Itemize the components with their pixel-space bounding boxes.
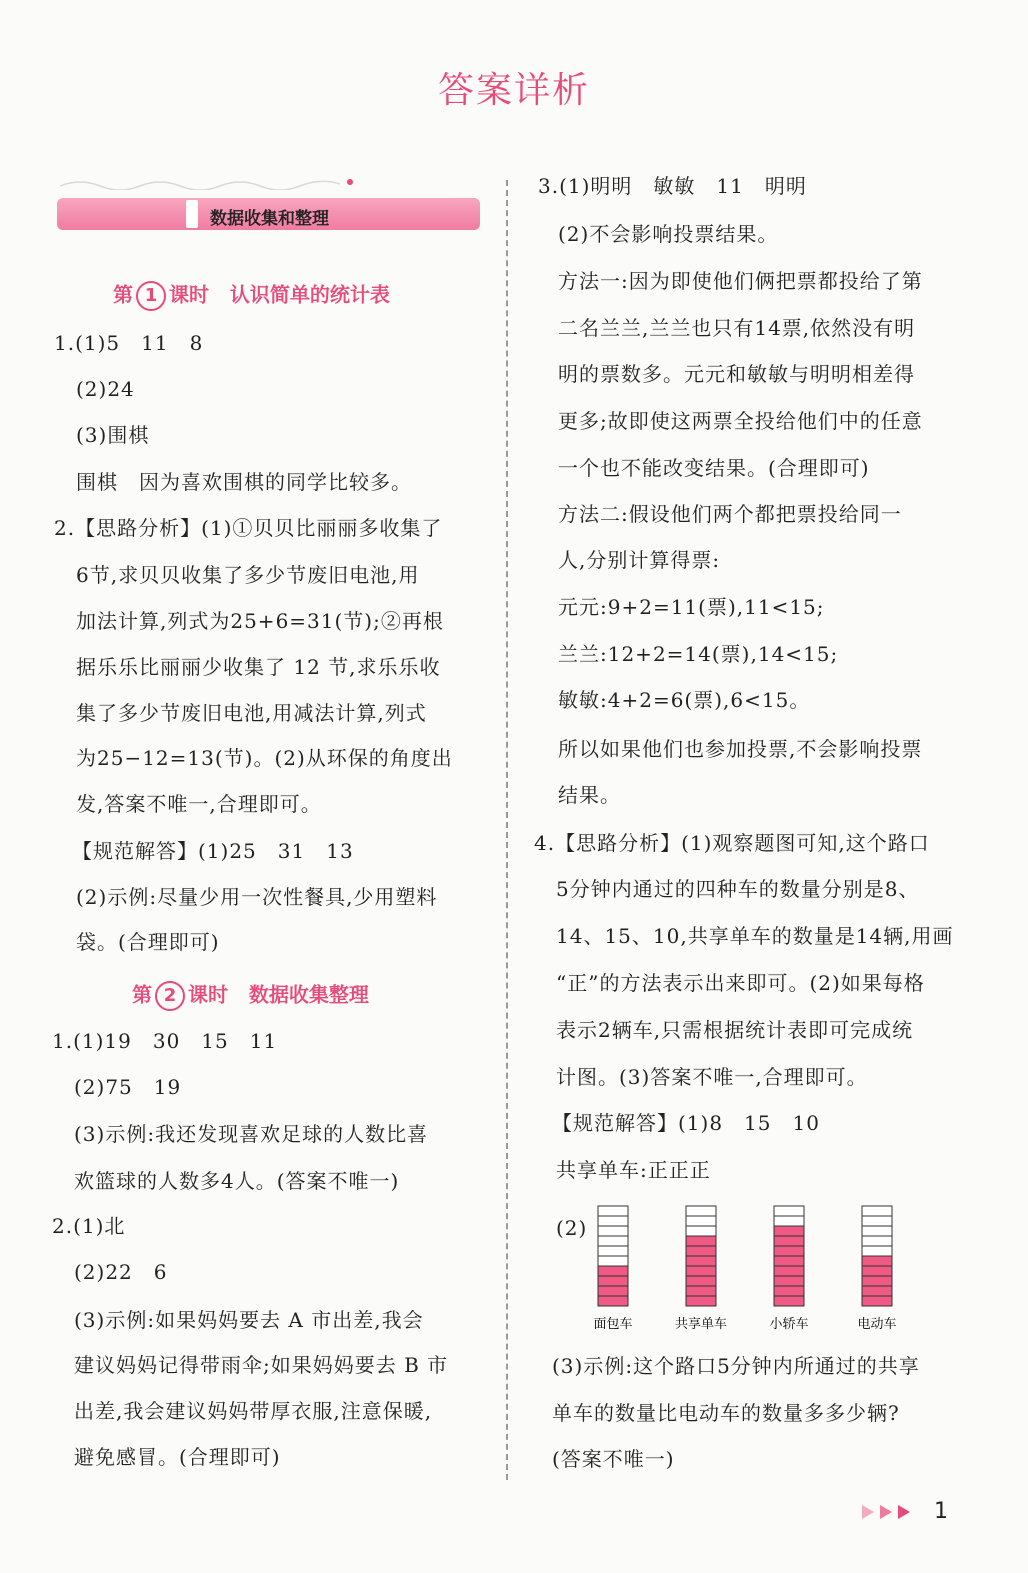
page-number: 1 bbox=[934, 1499, 948, 1524]
answer-line: 【规范解答】(1)8 15 10 bbox=[552, 1111, 820, 1135]
answer-line: (答案不唯一) bbox=[552, 1447, 675, 1471]
answer-line: 敏敏:4+2=6(票),6<15。 bbox=[558, 688, 811, 712]
chart-cell bbox=[862, 1226, 892, 1236]
answer-line: 3.(1)明明 敏敏 11 明明 bbox=[538, 174, 807, 198]
lesson-number-circle: 2 bbox=[155, 981, 185, 1011]
lesson-1-heading bbox=[113, 281, 390, 311]
answer-line: 发,答案不唯一,合理即可。 bbox=[76, 792, 322, 816]
answer-line: 方法二:假设他们两个都把票投给同一 bbox=[558, 502, 902, 526]
chart-cell bbox=[774, 1226, 804, 1236]
answer-line: (3)示例:这个路口5分钟内所通过的共享 bbox=[552, 1354, 920, 1378]
chart-cell bbox=[598, 1246, 628, 1256]
chart-cell bbox=[686, 1226, 716, 1236]
answer-line: 单车的数量比电动车的数量多多少辆? bbox=[552, 1401, 900, 1425]
answer-line: (3)示例:如果妈妈要去 A 市出差,我会 bbox=[74, 1308, 424, 1332]
answer-line: (2)示例:尽量少用一次性餐具,少用塑料 bbox=[76, 885, 438, 909]
answer-line: (2)75 19 bbox=[74, 1075, 182, 1099]
chart-cell bbox=[686, 1246, 716, 1256]
answer-line: 2.【思路分析】(1)①贝贝比丽丽多收集了 bbox=[54, 516, 443, 540]
vehicle-bar-chart bbox=[580, 1200, 920, 1340]
answer-line: 为25−12=13(节)。(2)从环保的角度出 bbox=[76, 746, 453, 770]
chart-cell bbox=[774, 1206, 804, 1216]
chart-bar bbox=[686, 1206, 716, 1306]
answer-line: 兰兰:12+2=14(票),14<15; bbox=[558, 642, 839, 666]
chart-category-label: 面包车 bbox=[593, 1317, 633, 1332]
chart-cell bbox=[686, 1216, 716, 1226]
answer-line: 计图。(3)答案不唯一,合理即可。 bbox=[556, 1065, 868, 1089]
chart-cell bbox=[862, 1236, 892, 1246]
lesson-title: 数据收集整理 bbox=[248, 982, 369, 1007]
chart-cell bbox=[686, 1236, 716, 1246]
chart-cell bbox=[598, 1276, 628, 1286]
chart-marker: (2) bbox=[556, 1216, 588, 1240]
answer-line: 14、15、10,共享单车的数量是14辆,用画 bbox=[556, 924, 954, 948]
chart-cell bbox=[774, 1236, 804, 1246]
chart-cell bbox=[774, 1276, 804, 1286]
answer-line: 共享单车:正正正 bbox=[556, 1158, 711, 1182]
chart-cell bbox=[862, 1276, 892, 1286]
chart-cell bbox=[774, 1286, 804, 1296]
answer-line: 4.【思路分析】(1)观察题图可知,这个路口 bbox=[534, 831, 930, 855]
chart-cell bbox=[686, 1286, 716, 1296]
column-divider bbox=[506, 180, 508, 1480]
answer-line: 1.(1)19 30 15 11 bbox=[52, 1029, 278, 1053]
answer-line: 1.(1)5 11 8 bbox=[54, 331, 204, 355]
chart-cell bbox=[598, 1216, 628, 1226]
answer-line: 欢篮球的人数多4人。(答案不唯一) bbox=[74, 1169, 400, 1193]
chart-cell bbox=[862, 1296, 892, 1306]
lesson-2-heading bbox=[132, 981, 369, 1011]
chart-category-label: 电动车 bbox=[857, 1317, 897, 1332]
answer-line: 所以如果他们也参加投票,不会影响投票 bbox=[558, 737, 923, 761]
chart-bar bbox=[598, 1206, 628, 1306]
chart-cell bbox=[598, 1266, 628, 1276]
answer-line: 方法一:因为即使他们俩把票都投给了第 bbox=[558, 269, 923, 293]
answer-line: (2)24 bbox=[76, 377, 135, 401]
chart-cell bbox=[686, 1256, 716, 1266]
decorative-vine bbox=[60, 176, 360, 190]
answer-line: “正”的方法表示出来即可。(2)如果每格 bbox=[556, 971, 925, 995]
answer-line: 集了多少节废旧电池,用减法计算,列式 bbox=[76, 701, 427, 725]
chart-cell bbox=[774, 1266, 804, 1276]
answer-line: 加法计算,列式为25+6=31(节);②再根 bbox=[76, 609, 444, 633]
chart-cell bbox=[862, 1266, 892, 1276]
lesson-prefix: 第 bbox=[113, 282, 133, 307]
lesson-title: 认识简单的统计表 bbox=[229, 282, 390, 307]
answer-line: 据乐乐比丽丽少收集了 12 节,求乐乐收 bbox=[76, 655, 441, 679]
chart-cell bbox=[774, 1296, 804, 1306]
answer-line: 人,分别计算得票: bbox=[558, 548, 721, 572]
lesson-suffix: 课时 bbox=[169, 282, 209, 307]
answer-line: 更多;故即使这两票全投给他们中的任意 bbox=[558, 409, 923, 433]
chart-cell bbox=[862, 1206, 892, 1216]
chart-cell bbox=[686, 1296, 716, 1306]
answer-line: (2)不会影响投票结果。 bbox=[558, 222, 779, 246]
answer-line: 出差,我会建议妈妈带厚衣服,注意保暖, bbox=[74, 1399, 433, 1423]
chart-bar bbox=[774, 1206, 804, 1306]
chart-cell bbox=[686, 1276, 716, 1286]
lesson-suffix: 课时 bbox=[188, 982, 228, 1007]
answer-line: 二名兰兰,兰兰也只有14票,依然没有明 bbox=[558, 316, 916, 340]
chart-cell bbox=[774, 1246, 804, 1256]
answer-line: 避免感冒。(合理即可) bbox=[74, 1445, 281, 1469]
answer-line: 【规范解答】(1)25 31 13 bbox=[72, 839, 354, 863]
answer-line: 建议妈妈记得带雨伞;如果妈妈要去 B 市 bbox=[74, 1353, 449, 1377]
answer-line: 元元:9+2=11(票),11<15; bbox=[558, 595, 825, 619]
page-arrows bbox=[862, 1502, 918, 1526]
chart-cell bbox=[598, 1256, 628, 1266]
answer-line: 围棋 因为喜欢围棋的同学比较多。 bbox=[76, 470, 412, 494]
lesson-number-circle: 1 bbox=[136, 281, 166, 311]
unit-number-mark bbox=[186, 200, 198, 228]
answer-line: 6节,求贝贝收集了多少节废旧电池,用 bbox=[76, 563, 420, 587]
chart-category-label: 小轿车 bbox=[769, 1317, 809, 1332]
chart-cell bbox=[774, 1256, 804, 1266]
chart-cell bbox=[862, 1216, 892, 1226]
chart-cell bbox=[598, 1236, 628, 1246]
answer-line: 一个也不能改变结果。(合理即可) bbox=[558, 456, 870, 480]
chart-cell bbox=[862, 1246, 892, 1256]
chart-cell bbox=[686, 1206, 716, 1216]
unit-title: 数据收集和整理 bbox=[210, 209, 329, 229]
answer-line: 表示2辆车,只需根据统计表即可完成统 bbox=[556, 1018, 914, 1042]
chart-category-label: 共享单车 bbox=[674, 1317, 728, 1332]
chart-cell bbox=[862, 1286, 892, 1296]
answer-line: (3)示例:我还发现喜欢足球的人数比喜 bbox=[74, 1122, 429, 1146]
chart-cell bbox=[598, 1206, 628, 1216]
answer-line: 5分钟内通过的四种车的数量分别是8、 bbox=[556, 877, 920, 901]
answer-line: 结果。 bbox=[558, 783, 621, 807]
chart-cell bbox=[598, 1296, 628, 1306]
answer-line: 袋。(合理即可) bbox=[76, 930, 220, 954]
chart-cell bbox=[686, 1266, 716, 1276]
page-title: 答案详析 bbox=[437, 70, 590, 111]
chart-bar bbox=[862, 1206, 892, 1306]
chart-cell bbox=[774, 1216, 804, 1226]
chart-cell bbox=[598, 1286, 628, 1296]
answer-line: 明的票数多。元元和敏敏与明明相差得 bbox=[558, 362, 915, 386]
chart-cell bbox=[598, 1226, 628, 1236]
answer-line: 2.(1)北 bbox=[52, 1214, 126, 1238]
answer-line: (2)22 6 bbox=[74, 1260, 168, 1284]
chart-cell bbox=[862, 1256, 892, 1266]
answer-line: (3)围棋 bbox=[76, 423, 150, 447]
lesson-prefix: 第 bbox=[132, 982, 152, 1007]
